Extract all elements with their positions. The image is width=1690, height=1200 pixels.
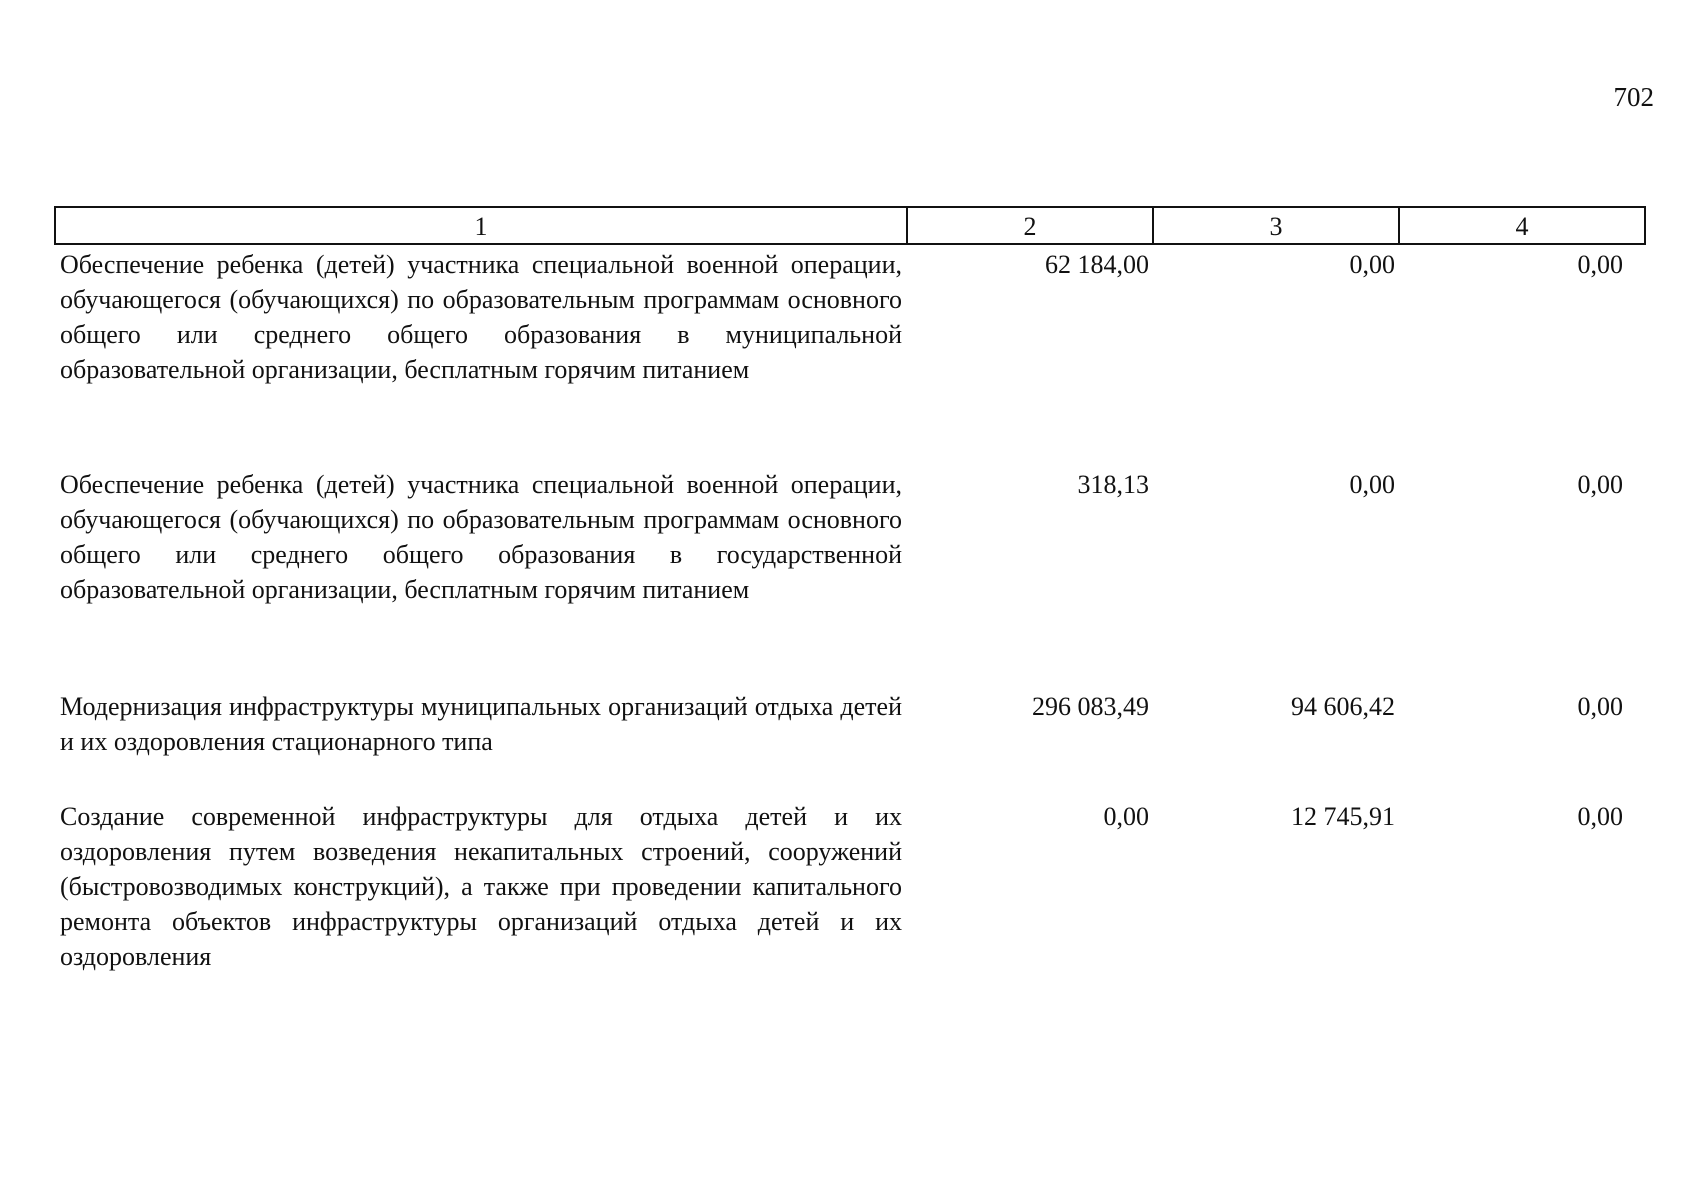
budget-table-grid (54, 206, 1646, 979)
row-value-col2: 62 184,00 (1045, 250, 1149, 279)
column-header-1: 1 (55, 207, 907, 244)
row-description: Модернизация инфраструктуры муниципальных организаций отдыха детей и их оздоровления стационарного типа (60, 692, 902, 756)
table-row (55, 797, 1645, 979)
row-value-col4: 0,00 (1577, 470, 1623, 499)
table-header (55, 207, 1645, 244)
column-number-row (55, 207, 1645, 244)
row-description: Обеспечение ребенка (детей) участника специальной военной операции, обучающегося (обучающихся) по образовательным программам основного общего или среднего общего образования в муниципальной образовательной организации, бесплатным горячим питанием (60, 250, 902, 384)
row-value-col3: 12 745,91 (1291, 802, 1395, 831)
table-row (55, 244, 1645, 465)
budget-table (54, 206, 1644, 979)
row-value-col2: 296 083,49 (1032, 692, 1149, 721)
row-value-col4: 0,00 (1577, 250, 1623, 279)
table-body (55, 244, 1645, 979)
table-row (55, 465, 1645, 687)
column-header-2: 2 (907, 207, 1153, 244)
row-value-col3: 0,00 (1349, 250, 1395, 279)
column-header-3: 3 (1153, 207, 1399, 244)
row-value-col3: 94 606,42 (1291, 692, 1395, 721)
row-description: Создание современной инфраструктуры для отдыха детей и их оздоровления путем возведения некапитальных строений, сооружений (быстровозводимых конструкций), а также при проведении капитального ремонта объектов инфраструктуры организаций отдыха детей и их оздоровления (60, 802, 902, 971)
column-header-4: 4 (1399, 207, 1645, 244)
row-value-col4: 0,00 (1577, 802, 1623, 831)
row-description: Обеспечение ребенка (детей) участника специальной военной операции, обучающегося (обучающихся) по образовательным программам основного общего или среднего общего образования в государственной образовательной организации, бесплатным горячим питанием (60, 470, 902, 604)
table-row (55, 687, 1645, 797)
row-value-col2: 0,00 (1103, 802, 1149, 831)
page-number: 702 (1613, 82, 1654, 112)
row-value-col3: 0,00 (1349, 470, 1395, 499)
row-value-col2: 318,13 (1077, 470, 1149, 499)
row-value-col4: 0,00 (1577, 692, 1623, 721)
